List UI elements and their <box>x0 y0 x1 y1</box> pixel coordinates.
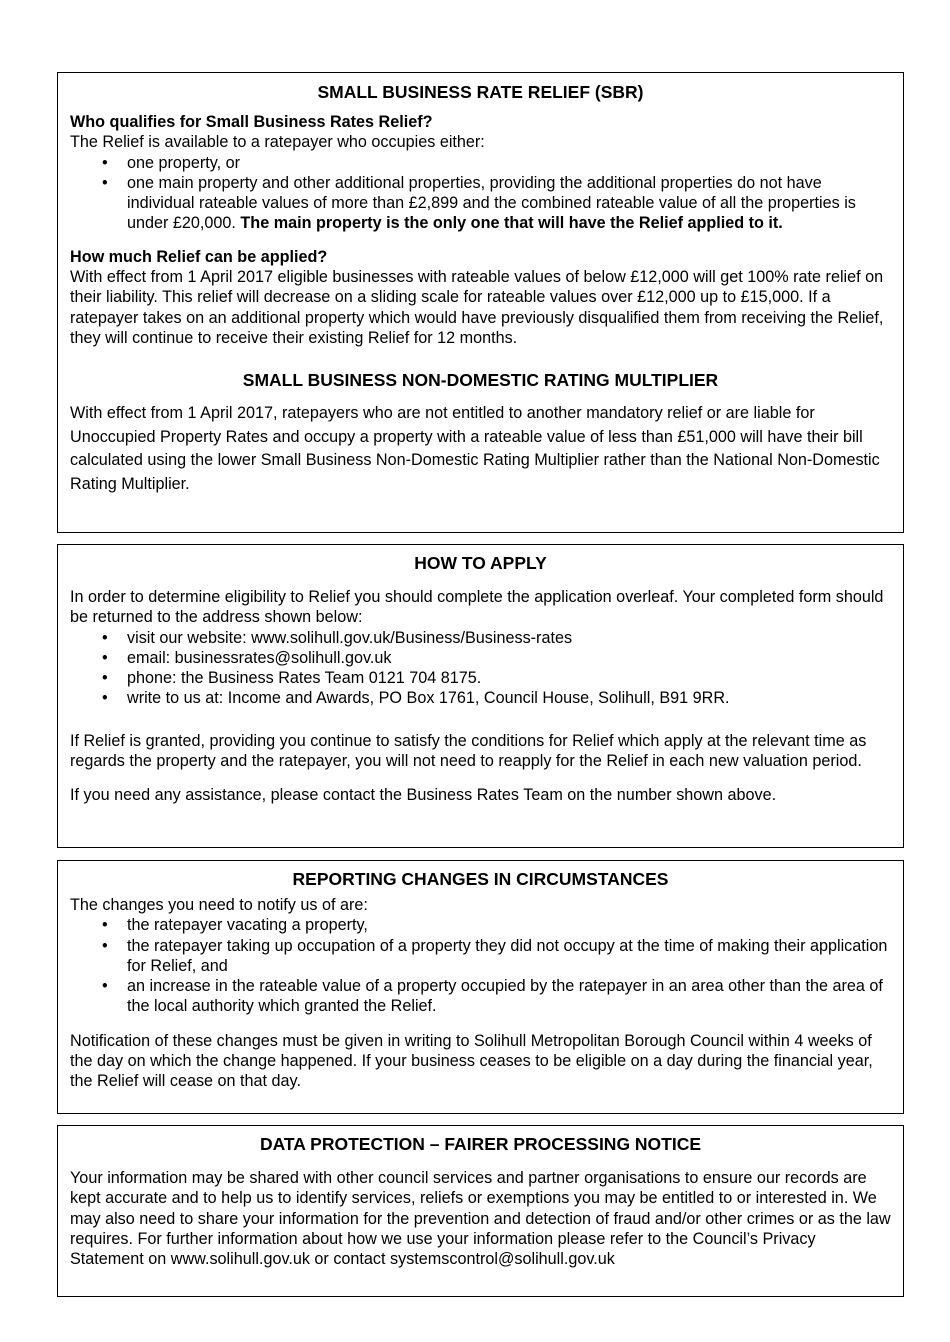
apply-website: visit our website: www.solihull.gov.uk/Business/Business-rates <box>127 628 573 647</box>
list-item <box>70 628 891 648</box>
list-item <box>70 688 891 708</box>
apply-title: HOW TO APPLY <box>414 553 547 573</box>
list-item <box>70 915 891 935</box>
list-item <box>70 648 891 668</box>
qualifies-bullet-2-emphasis: The main property is the only one that will have the Relief applied to it. <box>240 214 783 233</box>
changes-notification-text: Notification of these changes must be given in writing to Solihull Metropolitan Borough Council within 4 weeks of the day on which the change happened. If your business ceases to be eligible on a day during the financial year, the Relief will cease on that day. <box>70 1031 873 1091</box>
changes-section <box>57 860 904 1114</box>
relief-amount-heading: How much Relief can be applied? <box>70 247 328 266</box>
privacy-section <box>57 1125 904 1297</box>
changes-title: REPORTING CHANGES IN CIRCUMSTANCES <box>292 869 669 889</box>
changes-bullet-2: the ratepayer taking up occupation of a property they did not occupy at the time of making their application for Relief, and <box>127 936 888 975</box>
privacy-title: DATA PROTECTION – FAIRER PROCESSING NOTICE <box>259 1134 702 1154</box>
multiplier-text: With effect from 1 April 2017, ratepayers who are not entitled to another mandatory relief or are liable for Unoccupied Property Rates and occupy a property with a rateable value of less than £51,000 will have their bill calculated using the lower Small Business Non-Domestic Rating Multiplier rather than the National Non-Domestic Rating Multiplier. <box>70 404 880 493</box>
sbr-title: SMALL BUSINESS RATE RELIEF (SBR) <box>317 82 644 102</box>
changes-bullet-3: an increase in the rateable value of a property occupied by the ratepayer in an area other than the area of the local authority which granted the Relief. <box>127 977 883 1016</box>
relief-amount-text: With effect from 1 April 2017 eligible businesses with rateable values of below £12,000 will get 100% rate relief on their liability. This relief will decrease on a sliding scale for rateable values over £12,000 up to £15,000. If a ratepayer takes on an additional property which would have previously disqualified them from receiving the Relief, they will continue to receive their existing Relief for 12 months. <box>70 268 884 347</box>
qualifies-intro: The Relief is available to a ratepayer who occupies either: <box>70 133 485 152</box>
qualifies-heading: Who qualifies for Small Business Rates Relief? <box>70 113 433 131</box>
apply-list <box>70 628 891 709</box>
multiplier-title: SMALL BUSINESS NON-DOMESTIC RATING MULTIPLIER <box>242 370 719 391</box>
apply-phone: phone: the Business Rates Team 0121 704 8175. <box>127 669 482 688</box>
list-item <box>70 153 891 173</box>
qualifies-bullet-2: one main property and other additional properties, providing the additional properties do not have individual rateable values of more than £2,899 and the combined rateable value of all the properties is under £20,000. <box>127 173 856 233</box>
list-item <box>70 173 891 234</box>
list-item <box>70 668 891 688</box>
changes-bullet-1: the ratepayer vacating a property, <box>127 916 368 935</box>
apply-email: email: businessrates@solihull.gov.uk <box>127 648 392 667</box>
changes-intro: The changes you need to notify us of are: <box>70 896 368 914</box>
apply-intro: In order to determine eligibility to Relief you should complete the application overleaf. Your completed form should be returned to the address shown below: <box>70 588 884 627</box>
qualifies-bullet-1: one property, or <box>127 153 241 172</box>
privacy-text: Your information may be shared with other council services and partner organisations to ensure our records are kept accurate and to help us to identify services, reliefs or exemptions you may be entitled to or interested in. We may also need to share your information for the prevention and detection of fraud and/or other crimes or as the law requires. For further information about how we use your information please refer to the Council’s Privacy Statement on www.solihull.gov.uk or contact systemscontrol@solihull.gov.uk <box>70 1169 891 1269</box>
apply-reapply-text: If Relief is granted, providing you continue to satisfy the conditions for Relief which apply at the relevant time as regards the property and the ratepayer, you will not need to reapply for the Relief in each new valuation period. <box>70 731 867 771</box>
apply-address: write to us at: Income and Awards, PO Box 1761, Council House, Solihull, B91 9RR. <box>127 689 730 708</box>
list-item <box>70 976 891 1017</box>
apply-assistance-text: If you need any assistance, please contact the Business Rates Team on the number shown above. <box>70 786 777 805</box>
list-item <box>70 936 891 977</box>
changes-list <box>70 915 891 1016</box>
qualifies-list <box>70 153 891 234</box>
sbr-section <box>57 72 904 533</box>
apply-section <box>57 544 904 848</box>
